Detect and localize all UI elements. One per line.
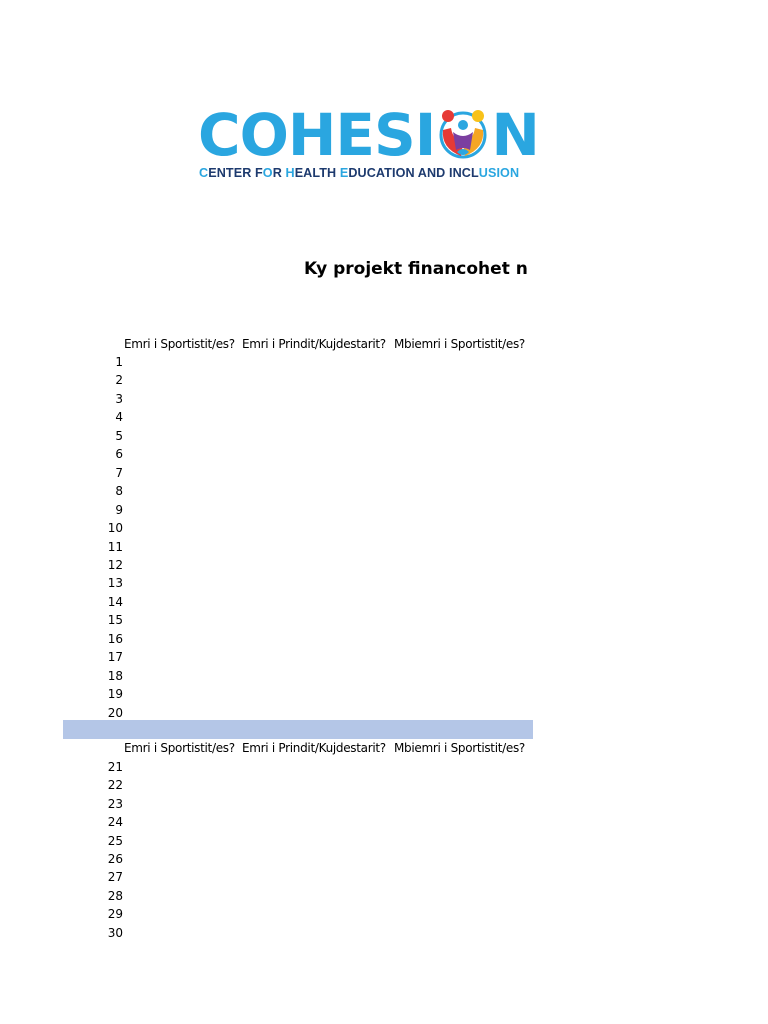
row-number: 22 [107, 778, 123, 793]
row-number: 25 [107, 833, 123, 848]
logo-subtitle-part: EALTH [294, 166, 340, 180]
logo-subtitle [199, 166, 519, 180]
row-number: 6 [115, 447, 123, 462]
row-number: 13 [107, 576, 123, 591]
logo-subtitle-part: R [272, 166, 286, 180]
column-header: Emri i Prindit/Kujdestarit? [242, 741, 386, 755]
row-number: 9 [115, 502, 123, 517]
row-number: 18 [107, 668, 123, 683]
row-number: 27 [107, 870, 123, 885]
logo-subtitle-part: C [199, 166, 209, 180]
row-number: 10 [107, 521, 123, 536]
row-number: 2 [115, 373, 123, 388]
row-number: 23 [107, 796, 123, 811]
row-number: 30 [107, 925, 123, 940]
cohesion-logo [198, 101, 548, 184]
row-number: 21 [107, 760, 123, 774]
logo-word-right: N [491, 101, 539, 169]
row-number: 5 [115, 428, 123, 443]
row-number: 8 [115, 484, 123, 499]
section-divider-band [63, 720, 533, 739]
row-number: 24 [107, 815, 123, 830]
row-number: 16 [107, 631, 123, 646]
logo-word-left: COHESI [198, 101, 436, 169]
row-number: 4 [115, 410, 123, 425]
column-header: Mbiemri i Sportistit/es? [394, 741, 525, 755]
row-number: 15 [107, 613, 123, 628]
document-title: Ky projekt financohet n [304, 259, 528, 279]
row-number: 29 [107, 907, 123, 922]
logo-subtitle-part: E [339, 166, 349, 180]
logo-emblem-icon [437, 108, 489, 160]
row-number: 20 [107, 705, 123, 720]
logo-wordmark [198, 101, 539, 169]
column-header: Emri i Sportistit/es? [124, 741, 235, 755]
row-number: 12 [107, 557, 123, 572]
row-number: 14 [107, 594, 123, 609]
row-number: 17 [107, 650, 123, 665]
row-number: 28 [107, 888, 123, 903]
row-number: 11 [107, 539, 123, 554]
column-header: Emri i Prindit/Kujdestarit? [242, 337, 386, 351]
row-number: 3 [115, 391, 123, 406]
row-number: 7 [115, 465, 123, 480]
logo-subtitle-part: ENTER F [208, 166, 263, 180]
row-number: 1 [115, 355, 123, 369]
row-number: 19 [107, 687, 123, 702]
column-header: Mbiemri i Sportistit/es? [394, 337, 525, 351]
column-header: Emri i Sportistit/es? [124, 337, 235, 351]
logo-subtitle-part: H [285, 166, 295, 180]
logo-subtitle-part: DUCATION AND INCL [348, 166, 479, 180]
logo-subtitle-part: USION [478, 166, 520, 180]
row-number: 26 [107, 852, 123, 866]
logo-subtitle-part: O [262, 166, 273, 180]
